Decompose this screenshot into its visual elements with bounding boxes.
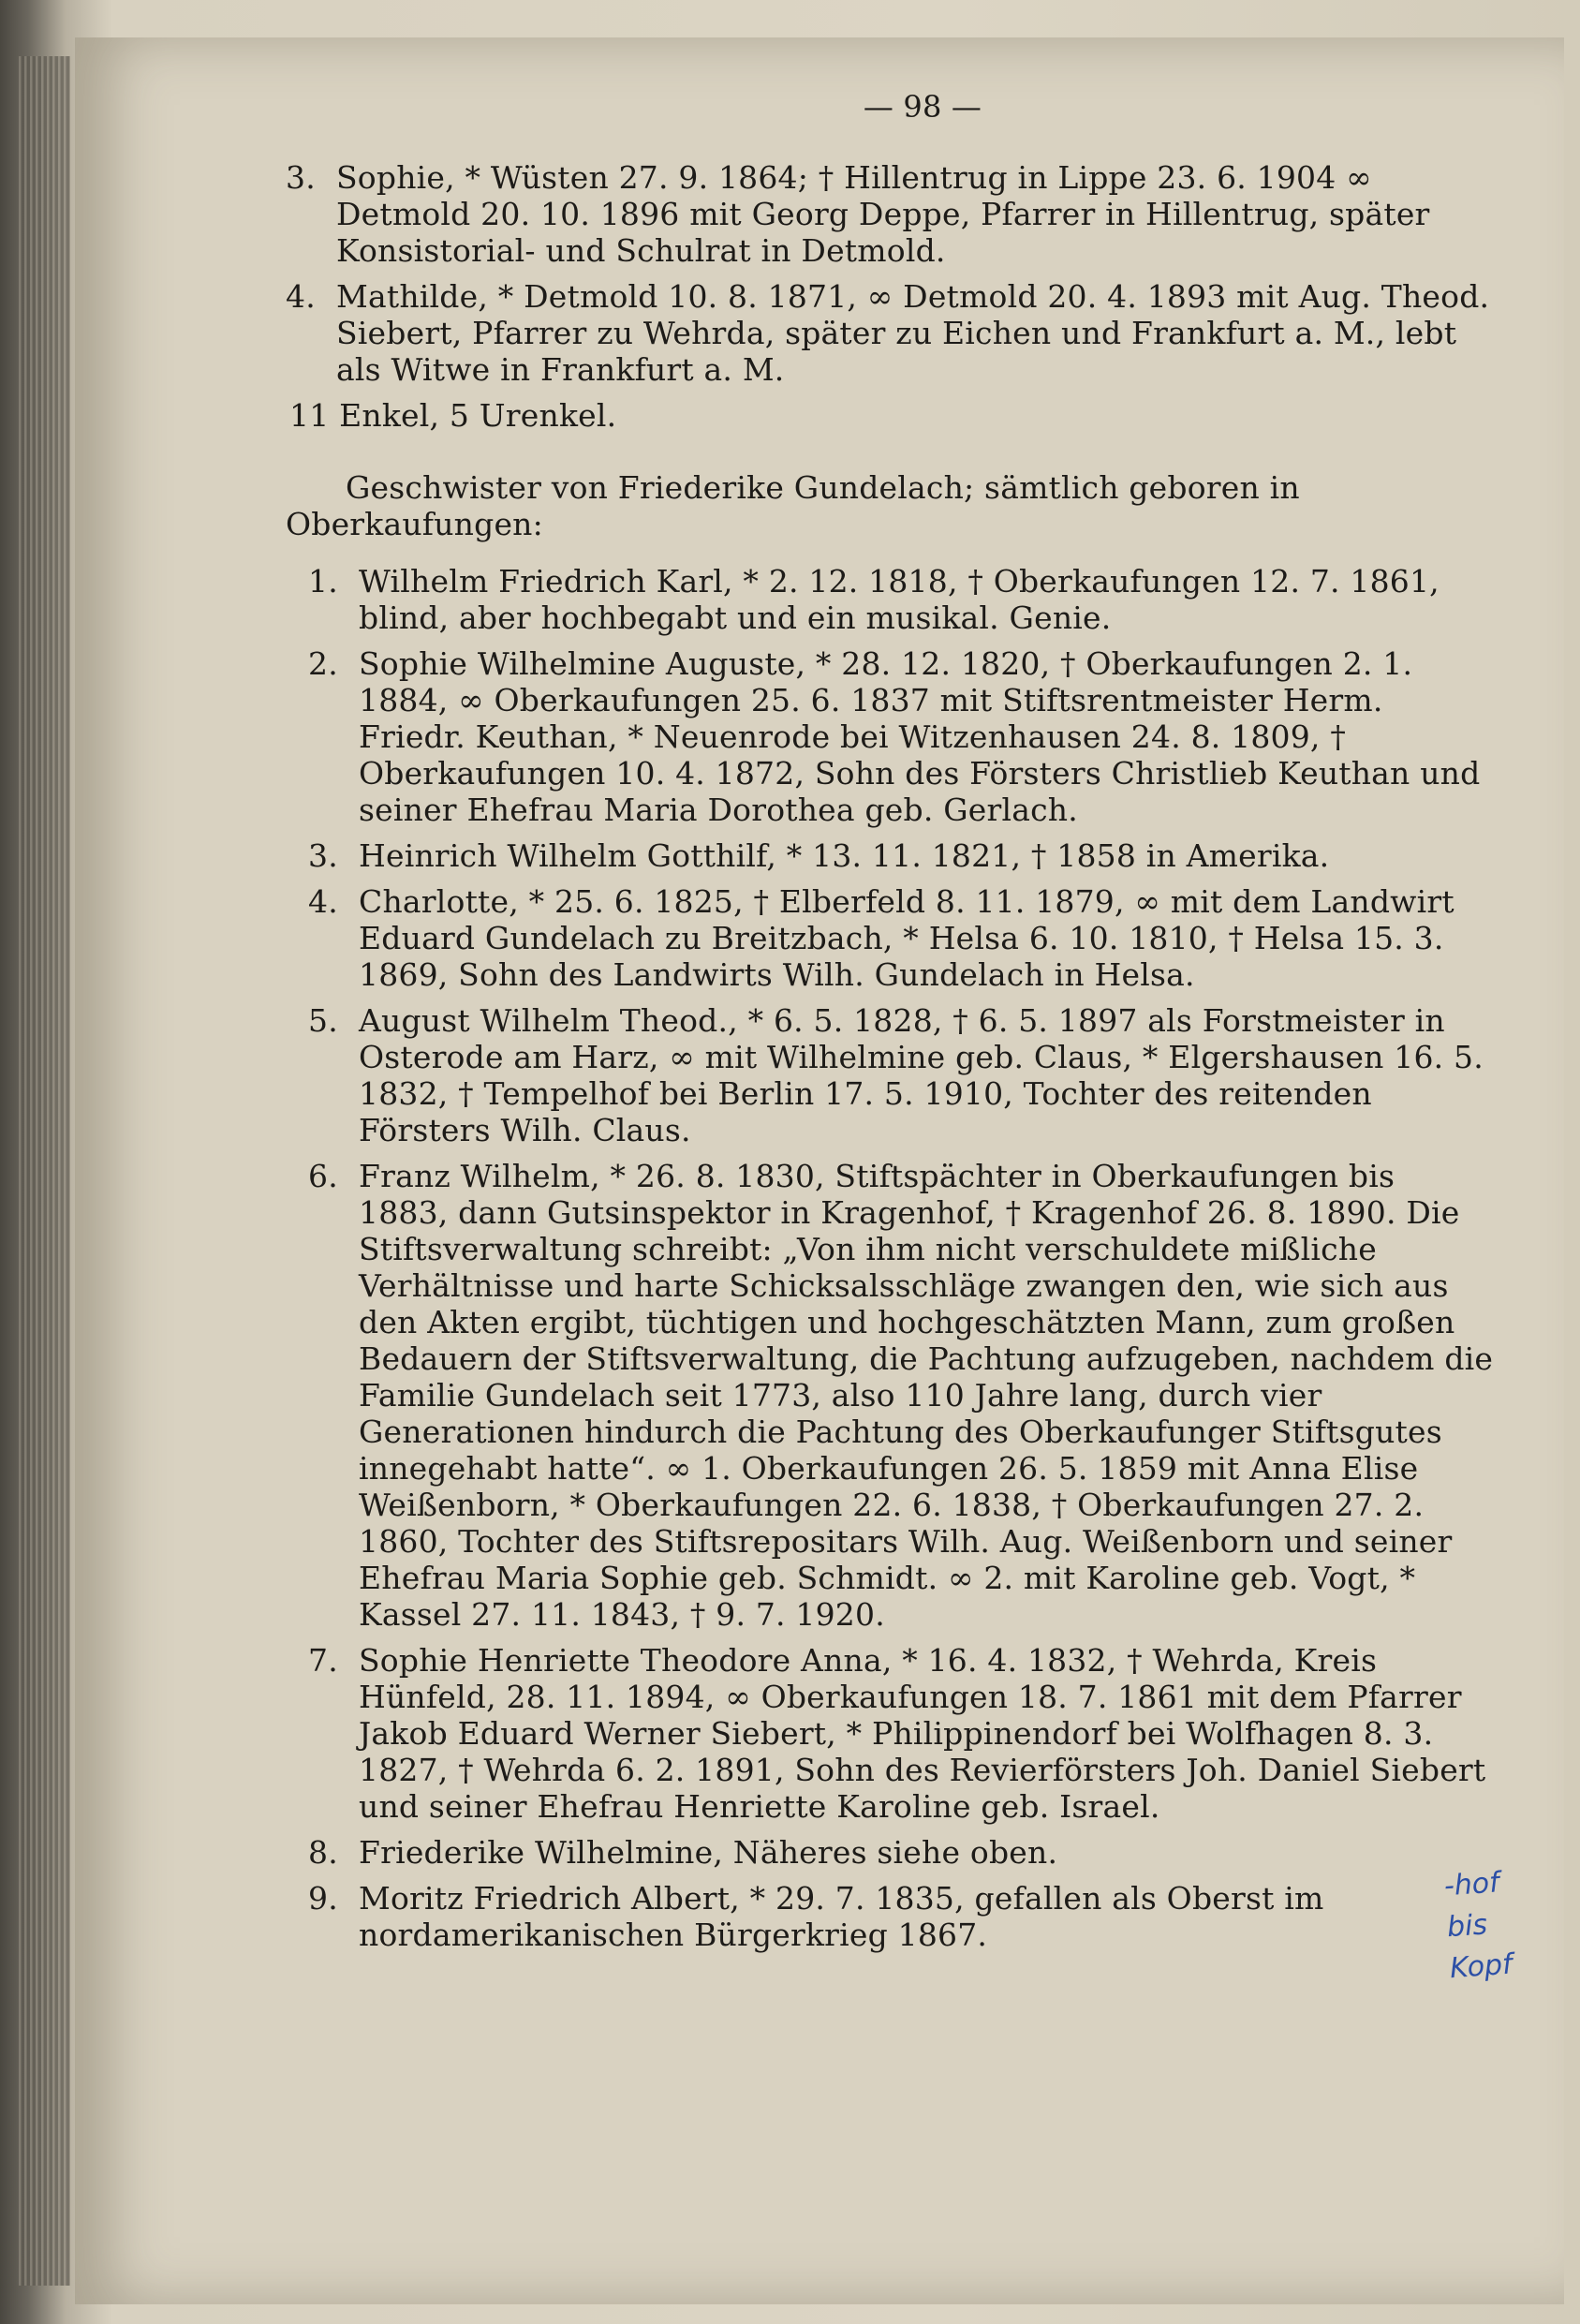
item-text: Sophie Wilhelmine Auguste, * 28. 12. 1820, † Oberkaufungen 2. 1. 1884, ∞ Oberkaufungen 25. 6. 1837 mit Stiftsrentmeister Herm. Friedr. Keuthan, * Neuenrode bei Witzenhausen 24. 8. 1809, † Oberkaufungen 10. 4. 1872, Sohn des Försters Christlieb Keuthan und seiner Ehefrau Maria Dorothea geb. Gerlach. bbox=[359, 645, 1481, 828]
page-text bbox=[286, 89, 1494, 1962]
item-number: 5. bbox=[308, 1002, 338, 1039]
list-item bbox=[308, 1880, 1494, 1953]
list-item bbox=[308, 883, 1494, 993]
list-item bbox=[286, 159, 1494, 269]
item-text: Moritz Friedrich Albert, * 29. 7. 1835, gefallen als Oberst im nordamerikanischen Bürgerkrieg 1867. bbox=[359, 1880, 1324, 1953]
item-text: Wilhelm Friedrich Karl, * 2. 12. 1818, † Oberkaufungen 12. 7. 1861, blind, aber hochbegabt und ein musikal. Genie. bbox=[359, 563, 1440, 636]
page-number: — 98 — bbox=[863, 89, 982, 125]
item-text: August Wilhelm Theod., * 6. 5. 1828, † 6. 5. 1897 als Forstmeister in Osterode am Harz, ∞ mit Wilhelmine geb. Claus, * Elgershausen 16. 5. 1832, † Tempelhof bei Berlin 17. 5. 1910, Tochter des reitenden Försters Wilh. Claus. bbox=[359, 1002, 1484, 1148]
siblings-list bbox=[286, 563, 1494, 1953]
item-text: Friederike Wilhelmine, Näheres siehe oben. bbox=[359, 1834, 1058, 1871]
list-item bbox=[308, 837, 1494, 874]
siblings-heading: Geschwister von Friederike Gundelach; sämtlich geboren in Oberkaufungen: bbox=[286, 469, 1300, 542]
list-item bbox=[308, 645, 1494, 828]
item-text: Sophie, * Wüsten 27. 9. 1864; † Hillentrug in Lippe 23. 6. 1904 ∞ Detmold 20. 10. 1896 mit Georg Deppe, Pfarrer in Hillentrug, später Konsistorial- und Schulrat in Detmold. bbox=[336, 159, 1430, 269]
handwritten-margin-note bbox=[1442, 1862, 1514, 1990]
item-number: 6. bbox=[308, 1158, 338, 1194]
item-text: Mathilde, * Detmold 10. 8. 1871, ∞ Detmold 20. 4. 1893 mit Aug. Theod. Siebert, Pfarrer zu Wehrda, später zu Eichen und Frankfurt a. M., lebt als Witwe in Frankfurt a. M. bbox=[336, 278, 1490, 388]
item-number: 3. bbox=[286, 159, 316, 196]
item-number: 7. bbox=[308, 1642, 338, 1679]
item-text: Sophie Henriette Theodore Anna, * 16. 4. 1832, † Wehrda, Kreis Hünfeld, 28. 11. 1894, ∞ Oberkaufungen 18. 7. 1861 mit dem Pfarrer Jakob Eduard Werner Siebert, * Philippinendorf bei Wolfhagen 8. 3. 1827, † Wehrda 6. 2. 1891, Sohn des Revierförsters Joh. Daniel Siebert und seiner Ehefrau Henriette Karoline geb. Israel. bbox=[359, 1642, 1486, 1825]
item-number: 3. bbox=[308, 837, 338, 874]
item-number: 9. bbox=[308, 1880, 338, 1917]
list-item bbox=[308, 1158, 1494, 1633]
item-text: Heinrich Wilhelm Gotthilf, * 13. 11. 1821, † 1858 in Amerika. bbox=[359, 837, 1330, 874]
note-line: Kopf bbox=[1448, 1947, 1514, 1986]
list-item bbox=[308, 1642, 1494, 1825]
item-text: Franz Wilhelm, * 26. 8. 1830, Stiftspächter in Oberkaufungen bis 1883, dann Gutsinspektor in Kragenhof, † Kragenhof 26. 8. 1890. Die Stiftsverwaltung schreibt: „Von ihm nicht verschuldete mißliche Verhältnisse und harte Schicksalsschläge zwangen den, wie sich aus den Akten ergibt, tüchtigen und hochgeschätzten Mann, zum großen Bedauern der Stiftsverwaltung, die Pachtung aufzugeben, nachdem die Familie Gundelach seit 1773, also 110 Jahre lang, durch vier Generationen hindurch die Pachtung des Oberkaufunger Stiftsgutes innegehabt hatte“. ∞ 1. Oberkaufungen 26. 5. 1859 mit Anna Elise Weißenborn, * Oberkaufungen 22. 6. 1838, † Oberkaufungen 27. 2. 1860, Tochter des Stiftsrepositars Wilh. Aug. Weißenborn und seiner Ehefrau Maria Sophie geb. Schmidt. ∞ 2. mit Karoline geb. Vogt, * Kassel 27. 11. 1843, † 9. 7. 1920. bbox=[359, 1158, 1494, 1633]
descendants-line: 11 Enkel, 5 Urenkel. bbox=[289, 397, 617, 434]
book-gutter bbox=[19, 56, 70, 2286]
note-line: bis bbox=[1445, 1908, 1489, 1945]
list-item bbox=[308, 1834, 1494, 1871]
list-item bbox=[308, 563, 1494, 636]
item-number: 4. bbox=[308, 883, 338, 920]
list-item bbox=[286, 278, 1494, 388]
list-item bbox=[308, 1002, 1494, 1148]
item-number: 1. bbox=[308, 563, 338, 600]
item-number: 8. bbox=[308, 1834, 338, 1871]
note-line: -hof bbox=[1442, 1866, 1500, 1903]
item-text: Charlotte, * 25. 6. 1825, † Elberfeld 8. 11. 1879, ∞ mit dem Landwirt Eduard Gundelach zu Breitzbach, * Helsa 6. 10. 1810, † Helsa 15. 3. 1869, Sohn des Landwirts Wilh. Gundelach in Helsa. bbox=[359, 883, 1454, 993]
item-number: 4. bbox=[286, 278, 316, 315]
item-number: 2. bbox=[308, 645, 338, 682]
